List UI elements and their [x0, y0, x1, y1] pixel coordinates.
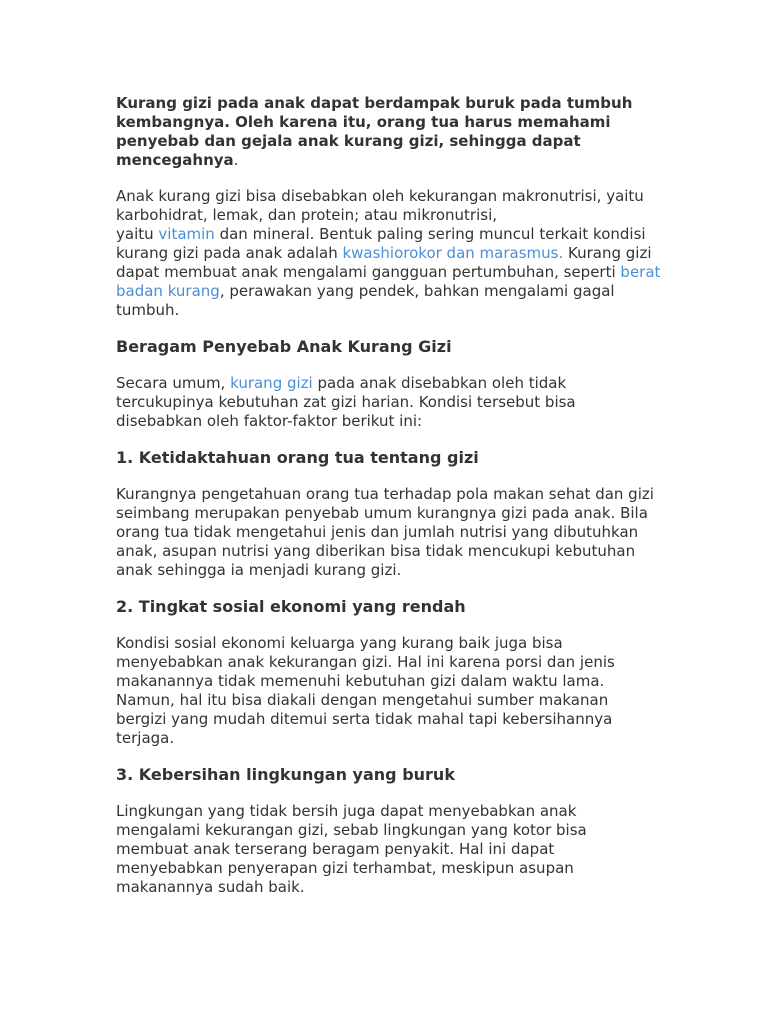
lead-paragraph	[116, 94, 661, 170]
kurang-gizi-link[interactable]: kurang gizi	[230, 374, 313, 392]
cause-heading-1: 1. Ketidaktahuan orang tua tentang gizi	[116, 448, 479, 467]
section-intro-paragraph	[116, 374, 661, 431]
intro-text-4: , perawakan yang pendek, bahkan mengalami gagal tumbuh.	[116, 282, 615, 319]
intro-text-1: Anak kurang gizi bisa disebabkan oleh kekurangan makronutrisi, yaitu karbohidrat, lemak, dan protein; atau mikronutrisi,	[116, 187, 644, 224]
intro-text-2: dan mineral. Bentuk paling sering muncul terkait kondisi kurang gizi pada anak adalah	[116, 225, 646, 262]
cause-body-1: Kurangnya pengetahuan orang tua terhadap pola makan sehat dan gizi seimbang merupakan penyebab umum kurangnya gizi pada anak. Bila orang tua tidak mengetahui jenis dan jumlah nutrisi yang dibutuhkan anak, asupan nutrisi yang diberikan bisa tidak mencukupi kebutuhan anak sehingga ia menjadi kurang gizi.	[116, 485, 654, 579]
cause-body-2: Kondisi sosial ekonomi keluarga yang kurang baik juga bisa menyebabkan anak kekurangan gizi. Hal ini karena porsi dan jenis makanannya tidak memenuhi kebutuhan gizi dalam waktu lama. Namun, hal itu bisa diakali dengan mengetahui sumber makanan bergizi yang mudah ditemui serta tidak mahal tapi kebersihannya terjaga.	[116, 634, 615, 747]
section-heading: Beragam Penyebab Anak Kurang Gizi	[116, 337, 452, 356]
cause-heading-2: 2. Tingkat sosial ekonomi yang rendah	[116, 597, 466, 616]
cause-body-3: Lingkungan yang tidak bersih juga dapat menyebabkan anak mengalami kekurangan gizi, sebab lingkungan yang kotor bisa membuat anak terserang beragam penyakit. Hal ini dapat menyebabkan penyerapan gizi terhambat, meskipun asupan makanannya sudah baik.	[116, 802, 587, 896]
section-intro-text-2: pada anak disebabkan oleh tidak tercukupinya kebutuhan zat gizi harian. Kondisi tersebut bisa disebabkan oleh faktor-faktor berikut ini:	[116, 374, 576, 430]
berat-badan-kurang-link[interactable]: berat badan kurang	[116, 263, 661, 300]
lead-period: .	[233, 151, 239, 169]
intro-paragraph	[116, 187, 661, 320]
section-intro-text-1: Secara umum,	[116, 374, 231, 392]
intro-text-1b: yaitu	[116, 225, 159, 243]
cause-heading-3: 3. Kebersihan lingkungan yang buruk	[116, 765, 455, 784]
intro-text-3: Kurang gizi dapat membuat anak mengalami gangguan pertumbuhan, seperti	[116, 244, 652, 281]
kwashiorkor-link[interactable]: kwashiorokor dan marasmus.	[342, 244, 564, 262]
vitamin-link[interactable]: vitamin	[158, 225, 215, 243]
article-body	[116, 94, 661, 914]
lead-text: Kurang gizi pada anak dapat berdampak buruk pada tumbuh kembangnya. Oleh karena itu, orang tua harus memahami penyebab dan gejala anak kurang gizi, sehingga dapat mencegahnya	[116, 94, 633, 169]
